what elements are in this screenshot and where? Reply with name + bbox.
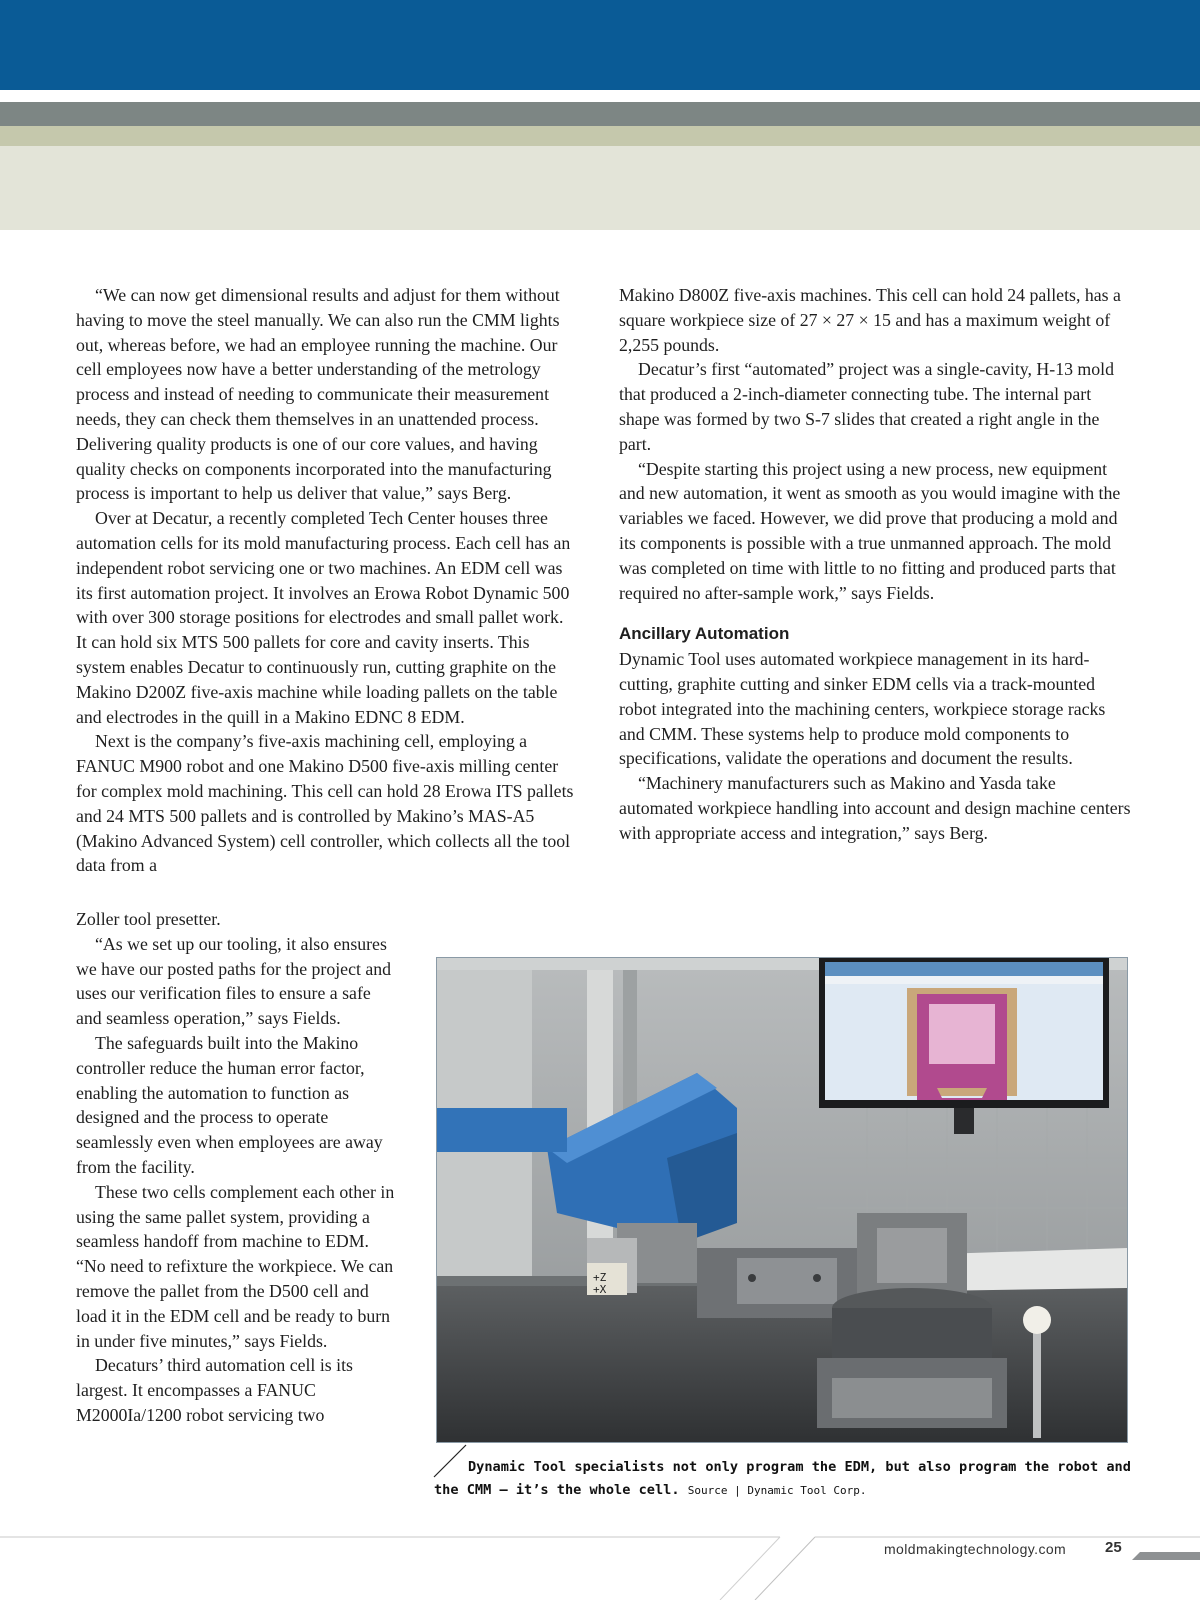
body-paragraph: Zoller tool presetter. xyxy=(76,909,221,929)
photo-illustration xyxy=(437,958,1127,1442)
header-band-white xyxy=(0,90,1200,102)
body-paragraph: “Machinery manufacturers such as Makino and Yasda take automated workpiece handling into account and design machine centers with appropriate access and integration,” says Berg. xyxy=(619,773,1131,843)
header-band-blue xyxy=(0,0,1200,90)
body-paragraph: “As we set up our tooling, it also ensures we have our posted paths for the project and uses our verification files to ensure a safe and seamless operation,” says Fields. xyxy=(76,933,392,1029)
body-paragraph: Over at Decatur, a recently completed Tech Center houses three automation cells for its mold manufacturing process. Each cell has an independent robot servicing one or two machines. An EDM cell was its first automation project. It involves an Erowa Robot Dynamic 500 with over 300 storage positions for electrodes and small pallet work. It can hold six MTS 500 pallets for core and cavity inserts. This system enables Decatur to continuously run, cutting graphite on the Makino D200Z five-axis machine while loading pallets on the table and electrodes in the quill in a Makino EDNC 8 EDM. xyxy=(76,508,571,727)
body-paragraph: Decaturs’ third automation cell is its largest. It encompasses a FANUC M2000Ia/1200 robot servicing two xyxy=(76,1355,353,1425)
body-paragraph: Decatur’s first “automated” project was a single-cavity, H-13 mold that produced a 2-inch-diameter connecting tube. The internal part shape was formed by two S-7 slides that created a right angle in the part. xyxy=(619,359,1114,454)
header-band-olive xyxy=(0,126,1200,146)
left-column-narrow xyxy=(76,907,396,1428)
axis-tag-z: +Z xyxy=(593,1271,607,1284)
right-column xyxy=(619,283,1134,846)
footer-url[interactable]: moldmakingtechnology.com xyxy=(884,1541,1067,1557)
body-paragraph: Dynamic Tool uses automated workpiece management in its hard-cutting, graphite cutting and sinker EDM cells via a track-mounted robot integrated into the machining centers, workpiece storage racks and CMM. These systems help to produce mold components to specifications, validate the operations and document the results. xyxy=(619,649,1106,769)
figure-caption xyxy=(434,1456,1134,1502)
body-paragraph: Next is the company’s five-axis machining cell, employing a FANUC M900 robot and one Makino D500 five-axis milling center for complex mold machining. This cell can hold 28 Erowa ITS pallets and 24 MTS 500 pallets and is controlled by Makino’s MAS-A5 (Makino Advanced System) cell controller, which collects all the tool data from a xyxy=(76,731,574,876)
caption-text: Dynamic Tool specialists not only program the EDM, but also program the robot and the CMM — it’s the whole cell. xyxy=(434,1459,1131,1498)
axis-tag-x: +X xyxy=(593,1283,607,1296)
header-band-gray xyxy=(0,102,1200,126)
body-paragraph: “Despite starting this project using a new process, new equipment and new automation, it went as smooth as you would imagine with the variables we faced. However, we did prove that producing a mold and its components is possible with a true unmanned approach. The mold was completed on time with little to no fitting and produced parts that required no after-sample work,” says Fields. xyxy=(619,458,1121,603)
body-paragraph: The safeguards built into the Makino controller reduce the human error factor, enabling the automation to function as designed and the process to operate seamlessly even when employees are away from the facility. xyxy=(76,1032,383,1177)
body-paragraph: Makino D800Z five-axis machines. This cell can hold 24 pallets, has a square workpiece size of 27 × 27 × 15 and has a maximum weight of 2,255 pounds. xyxy=(619,285,1121,355)
page-number: 25 xyxy=(1105,1539,1122,1556)
body-paragraph: These two cells complement each other in using the same pallet system, providing a seamless handoff from machine to EDM. “No need to refixture the workpiece. We can remove the pallet from the D500 cell and load it in the EDM cell and be ready to burn in under five minutes,” says Fields. xyxy=(76,1181,395,1351)
left-column xyxy=(76,283,576,878)
body-paragraph: “We can now get dimensional results and adjust for them without having to move the steel manually. We can also run the CMM lights out, whereas before, we had an employee running the machine. Our cell employees now have a better understanding of the metrology process and instead of needing to communicate their measurement needs, they can check them themselves in an unattended process. Delivering quality products is one of our core values, and having quality checks on components incorporated into the manufacturing process is important to help us deliver that value,” says Berg. xyxy=(76,285,560,504)
robot-cell-photo xyxy=(436,957,1128,1443)
caption-source: Source | Dynamic Tool Corp. xyxy=(687,1484,867,1497)
header-band-cream xyxy=(0,146,1200,230)
section-subheading: Ancillary Automation xyxy=(619,624,790,644)
